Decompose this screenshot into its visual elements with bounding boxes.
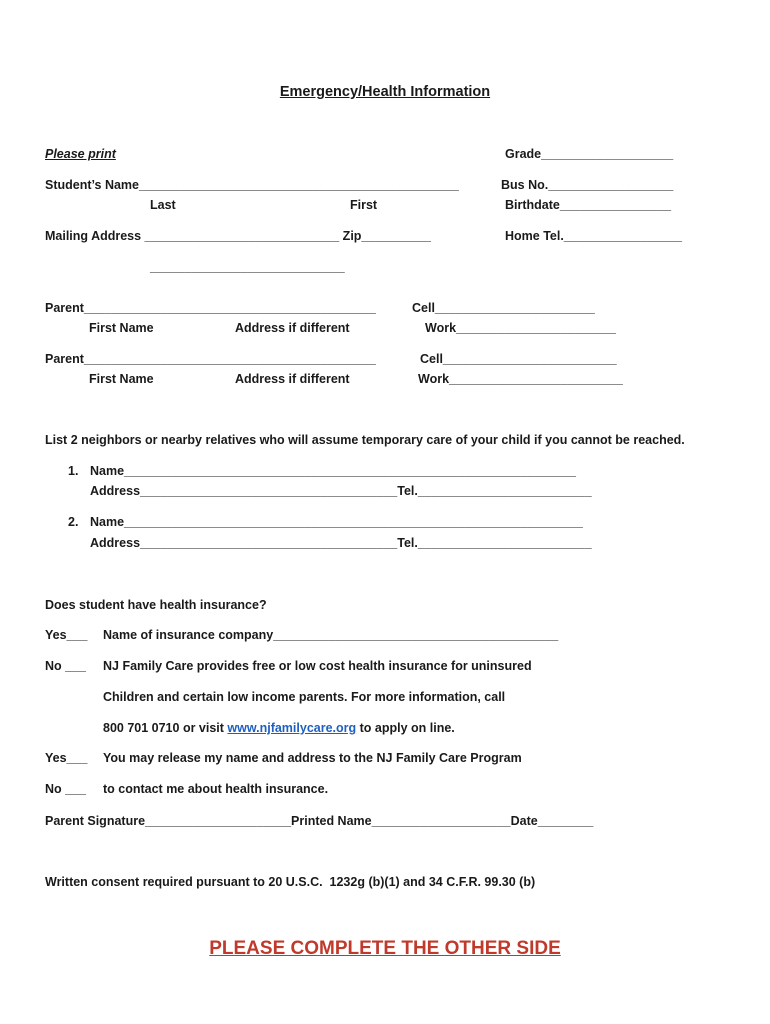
parent2-address-caption: Address if different [235,372,350,386]
mailing-address-field[interactable]: Mailing Address ____________________________ Zip__________ [45,229,431,243]
grade-field[interactable]: Grade___________________ [505,147,674,161]
parent1-cell-field[interactable]: Cell_______________________ [412,301,595,315]
please-print-label: Please print [45,147,116,161]
student-name-field[interactable]: Student’s Name______________________________________________ [45,178,459,192]
insurance-yes-field[interactable]: Yes___ [45,628,88,642]
parent2-work-field[interactable]: Work_________________________ [418,372,623,386]
nj-family-care-link[interactable]: www.njfamilycare.org [227,721,357,735]
release-text: You may release my name and address to the NJ Family Care Program [103,751,522,765]
nj-info-line3 [103,720,455,736]
neighbor1-name-field[interactable]: Name_________________________________________________________________ [90,464,576,478]
page-title: Emergency/Health Information [279,84,491,100]
home-tel-field[interactable]: Home Tel._________________ [505,229,682,243]
release-yes-field[interactable]: Yes___ [45,751,88,765]
first-name-caption: First [350,198,378,212]
parent2-cell-field[interactable]: Cell_________________________ [420,352,617,366]
neighbor1-number: 1. [68,464,79,478]
nj-phone-text: 800 701 0710 or visit [103,721,228,735]
parent1-address-caption: Address if different [235,321,350,335]
mailing-address-line2[interactable]: ____________________________ [150,260,345,274]
signature-line[interactable]: Parent Signature_____________________Printed Name____________________Date________ [45,814,594,828]
nj-info-line2: Children and certain low income parents. For more information, call [103,690,506,704]
last-name-caption: Last [150,198,176,212]
insurance-question: Does student have health insurance? [45,598,267,612]
parent2-first-name-caption: First Name [89,372,154,386]
complete-other-side-notice: PLEASE COMPLETE THE OTHER SIDE [209,938,561,959]
neighbors-instruction: List 2 neighbors or nearby relatives who will assume temporary care of your child if you cannot be reached. [45,433,685,447]
parent1-work-field[interactable]: Work_______________________ [425,321,616,335]
insurance-company-field[interactable]: Name of insurance company_________________________________________ [103,628,559,642]
nj-info-line1: NJ Family Care provides free or low cost health insurance for uninsured [103,659,532,673]
neighbor1-address-field[interactable]: Address_____________________________________Tel._________________________ [90,484,592,498]
nj-apply-text: to apply on line. [356,721,455,735]
release-no-field[interactable]: No ___ [45,782,86,796]
parent1-field[interactable]: Parent__________________________________________ [45,301,376,315]
neighbor2-number: 2. [68,515,79,529]
parent1-first-name-caption: First Name [89,321,154,335]
bus-no-field[interactable]: Bus No.__________________ [501,178,674,192]
contact-text: to contact me about health insurance. [103,782,329,796]
neighbor2-address-field[interactable]: Address_____________________________________Tel._________________________ [90,536,592,550]
insurance-no-field[interactable]: No ___ [45,659,86,673]
birthdate-field[interactable]: Birthdate________________ [505,198,672,212]
neighbor2-name-field[interactable]: Name__________________________________________________________________ [90,515,583,529]
parent2-field[interactable]: Parent__________________________________________ [45,352,376,366]
consent-text: Written consent required pursuant to 20 U.S.C. 1232g (b)(1) and 34 C.F.R. 99.30 (b) [45,875,536,889]
